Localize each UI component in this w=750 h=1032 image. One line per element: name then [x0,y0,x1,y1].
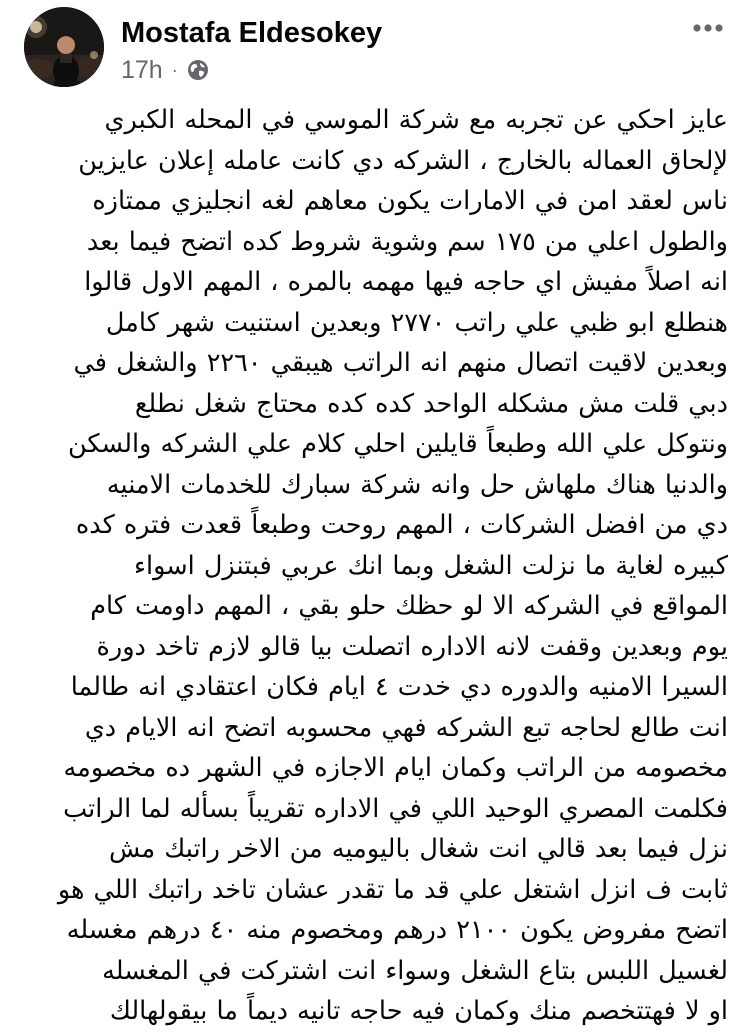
post-text-line: دي من افضل الشركات ، المهم روحت وطبعاً قعدت فتره كده [75,510,728,540]
post-text-line: يوم وبعدين وقفت لانه الاداره اتصلت بيا قالو لازم تاخد دورة [96,631,728,662]
post-text-line: مخصومه من الراتب وكمان ايام الاجازه في الشهر ده مخصومه [63,753,728,783]
post-text-line: السيرا الامنيه والدوره دي خدت ٤ ايام فكان اعتقادي انه طالما [70,672,728,702]
post-text-line: اتضح مفروض يكون ٢١٠٠ درهم ومخصوم منه ٤٠ درهم مغسله [66,915,728,945]
post-text-line: ناس لعقد امن في الامارات يكون معاهم لغه انجليزي ممتازه [92,186,728,216]
avatar-photo [24,7,104,87]
post-text-line: ثابت ف انزل اشتغل علي قد ما تقدر عشان تاخد راتبك اللي هو [57,874,728,905]
post-text-line: دبي قلت مش مشكله الواحد كده كده محتاج شغل نطلع [134,388,728,419]
post-text-line: والطول اعلي من ١٧٥ سم وشوية شروط كده اتضح فيما بعد [86,226,728,257]
post-text-line: والدنيا هناك ملهاش حل وانه شركة سبارك للخدمات الامنيه [106,469,728,500]
post-text-line: كبيره لغاية ما نزلت الشغل وبما انك عربي فبتنزل اسواء [134,550,728,581]
more-options-button[interactable] [686,10,730,46]
post-text [40,100,728,1032]
post-text-line: فكلمت المصري الوحيد اللي في الاداره تقريباً بسأله لما الراتب [63,793,728,824]
more-horizontal-icon [693,24,723,32]
post-text-line: وبعدين لاقيت اتصال منهم انه الراتب هيبقي ٢٢٦٠ والشغل في [73,348,728,378]
post-text-line: انت طالع لحاجه تبع الشركه فهي محسوبه اتضح انه الايام دي [84,712,728,743]
meta-separator: · [171,59,178,80]
post-meta [121,55,209,85]
author-name[interactable]: Mostafa Eldesokey [121,17,383,49]
post-timestamp[interactable]: 17h [121,55,163,84]
post-text-line: نزل فيما بعد قالي انت شغال باليوميه من الاخر راتبك مش [108,834,728,864]
post-text-line: لإلحاق العماله بالخارج ، الشركه دي كانت عامله إعلان عايزين [78,145,728,176]
post-text-line: المواقع في الشركه الا لو حظك حلو بقي ، المهم داومت كام [90,591,728,621]
post-text-line: انه اصلاً مفيش اي حاجه فيها مهمه بالمره ، المهم الاول قالوا [84,267,728,297]
post-text-line: لغسيل اللبس بتاع الشغل وسواء انت اشتركت في المغسله [102,955,728,986]
post-header [0,0,750,96]
post-text-line: او لا فهتتخصم منك وكمان فيه حاجه تانيه ديماً ما بيقولهالك [109,996,728,1026]
author-avatar[interactable] [24,7,104,87]
post-text-line: عايز احكي عن تجربه مع شركة الموسي في المحله الكبري [104,105,728,135]
post-text-line: هنطلع ابو ظبي علي راتب ٢٧٧٠ وبعدين استنيت شهر كامل [105,307,728,338]
globe-icon[interactable] [187,59,209,81]
post-text-line: ونتوكل علي الله وطبعاً قايلين احلي كلام علي الشركه والسكن [67,429,728,459]
